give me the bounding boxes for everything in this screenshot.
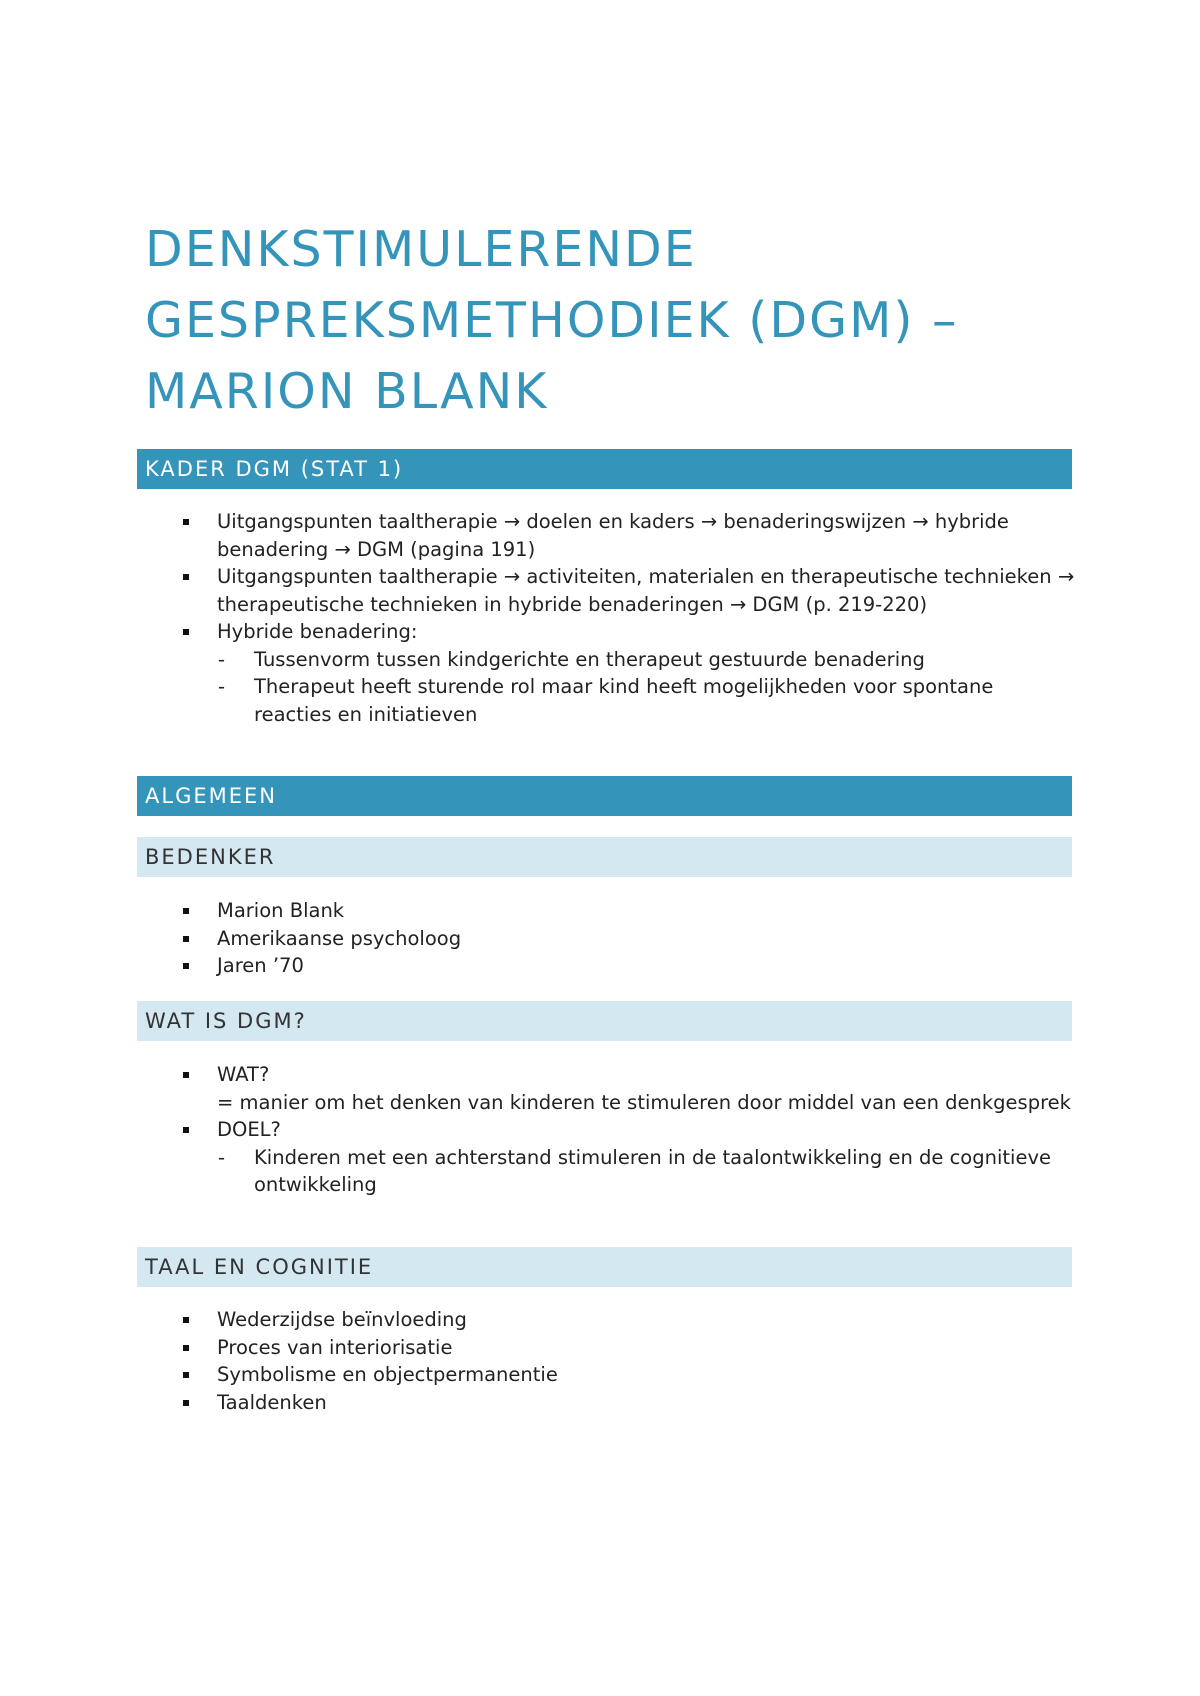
sub-list-item-text: Therapeut heeft sturende rol maar kind heeft mogelijkheden voor spontane reacties en initiatieven bbox=[254, 675, 994, 726]
dash-bullet-icon: - bbox=[218, 647, 226, 671]
subsection-heading-taal-en-cognitie: TAAL EN COGNITIE bbox=[137, 1247, 1072, 1287]
square-bullet-icon bbox=[183, 1345, 189, 1351]
square-bullet-icon bbox=[183, 908, 189, 914]
list-item bbox=[0, 1061, 1077, 1116]
square-bullet-icon bbox=[183, 519, 189, 525]
sub-list-item bbox=[0, 673, 1077, 728]
sub-list-item bbox=[0, 1144, 1077, 1199]
sub-list-item bbox=[0, 646, 1077, 674]
list-item-text: Symbolisme en objectpermanentie bbox=[217, 1363, 558, 1386]
list-item bbox=[0, 508, 1077, 563]
square-bullet-icon bbox=[183, 1317, 189, 1323]
taal-cognitie-list bbox=[0, 1306, 1200, 1416]
dash-bullet-icon: - bbox=[218, 675, 226, 698]
list-item-text: Taaldenken bbox=[217, 1390, 327, 1414]
list-item bbox=[0, 952, 1077, 980]
list-item bbox=[0, 1116, 1077, 1144]
kader-list bbox=[0, 508, 1200, 728]
bedenker-list bbox=[0, 897, 1200, 980]
document-title bbox=[145, 214, 1075, 427]
list-item bbox=[0, 618, 1077, 646]
list-item bbox=[0, 925, 1077, 953]
list-item-text: Proces van interiorisatie bbox=[217, 1335, 453, 1359]
list-item-text: Wederzijdse beïnvloeding bbox=[217, 1308, 467, 1331]
square-bullet-icon bbox=[183, 574, 189, 580]
square-bullet-icon bbox=[183, 1400, 189, 1406]
title-line-2: GESPREKSMETHODIEK (DGM) – bbox=[145, 292, 959, 349]
square-bullet-icon bbox=[183, 629, 189, 635]
dash-bullet-icon: - bbox=[218, 1145, 226, 1169]
list-item bbox=[0, 1306, 1077, 1334]
list-item bbox=[0, 1361, 1077, 1389]
square-bullet-icon bbox=[183, 1127, 189, 1133]
section-heading-kader: KADER DGM (STAT 1) bbox=[137, 449, 1072, 489]
square-bullet-icon bbox=[183, 1372, 189, 1378]
square-bullet-icon bbox=[183, 1072, 189, 1078]
list-item-text: Marion Blank bbox=[217, 899, 345, 922]
subsection-heading-wat-is-dgm: WAT IS DGM? bbox=[137, 1001, 1072, 1041]
list-item bbox=[0, 1389, 1077, 1417]
list-item-text: = manier om het denken van kinderen te stimuleren door middel van een denkgesprek bbox=[217, 1090, 1071, 1114]
list-item bbox=[0, 563, 1077, 618]
subsection-heading-bedenker: BEDENKER bbox=[137, 837, 1072, 877]
list-item-text: Uitgangspunten taaltherapie → doelen en kaders → benaderingswijzen → hybride benadering → DGM (pagina 191) bbox=[217, 510, 1009, 561]
list-item-text: Jaren ’70 bbox=[217, 954, 304, 977]
list-item bbox=[0, 1334, 1077, 1362]
square-bullet-icon bbox=[183, 963, 189, 969]
wat-is-dgm-list bbox=[0, 1061, 1200, 1199]
list-item-text: Amerikaanse psycholoog bbox=[217, 926, 462, 950]
title-line-3: MARION BLANK bbox=[145, 363, 549, 420]
list-item-text: Uitgangspunten taaltherapie → activiteiten, materialen en therapeutische technieken → therapeutische technieken in hybride benaderingen → DGM (p. 219-220) bbox=[217, 565, 1075, 616]
section-heading-algemeen: ALGEMEEN bbox=[137, 776, 1072, 816]
sub-list-item-text: Kinderen met een achterstand stimuleren in de taalontwikkeling en de cognitieve ontwikkeling bbox=[254, 1145, 1051, 1196]
list-item-text: Hybride benadering: bbox=[217, 620, 418, 643]
sub-list-item-text: Tussenvorm tussen kindgerichte en therapeut gestuurde benadering bbox=[254, 647, 925, 671]
title-line-1: DENKSTIMULERENDE bbox=[145, 221, 697, 278]
square-bullet-icon bbox=[183, 936, 189, 942]
list-item-label: WAT? bbox=[217, 1063, 270, 1086]
list-item-label: DOEL? bbox=[217, 1118, 281, 1141]
list-item bbox=[0, 897, 1077, 925]
